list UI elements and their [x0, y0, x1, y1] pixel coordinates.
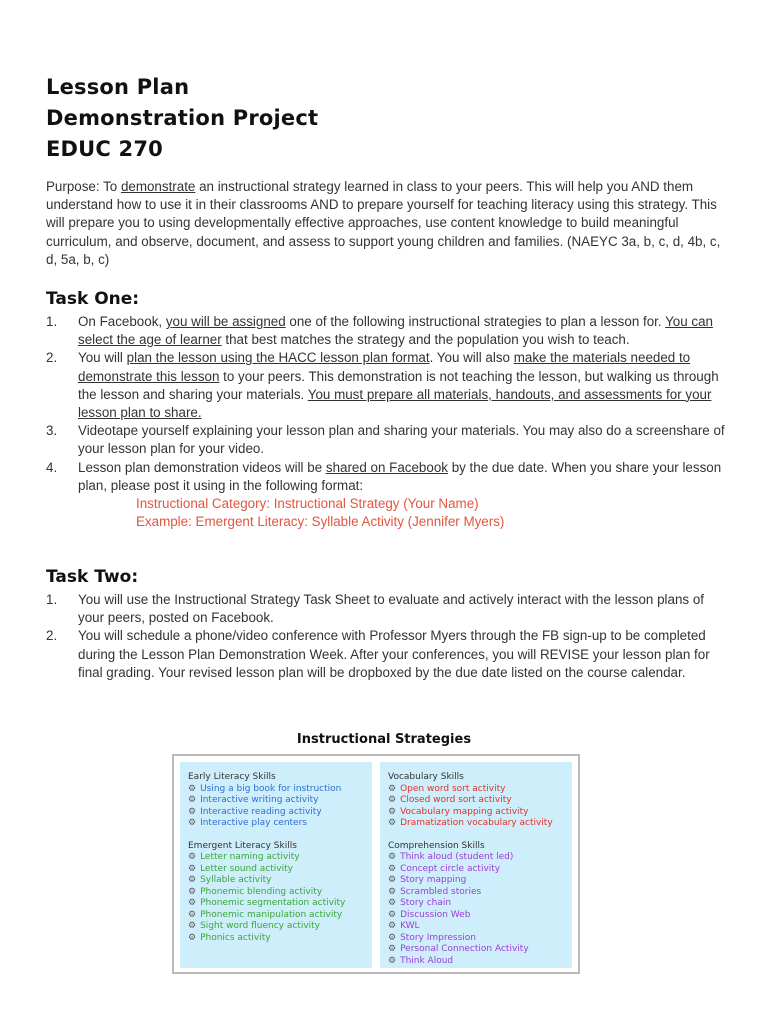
example-line: Example: Emergent Literacy: Syllable Activity (Jennifer Myers) — [136, 514, 505, 530]
gear-bullet-icon: ⚙ — [188, 875, 197, 885]
strategy-item-label: KWL — [400, 921, 420, 931]
strategy-item-label: Phonemic segmentation activity — [200, 898, 346, 908]
gear-bullet-icon: ⚙ — [188, 863, 197, 874]
strategy-item-label: Think aloud (student led) — [400, 852, 514, 862]
strategy-category — [388, 841, 572, 968]
strategies-left-column — [180, 762, 372, 968]
strategies-table — [172, 754, 580, 974]
strategy-item — [188, 887, 372, 899]
strategy-item-label: Open word sort activity — [400, 783, 506, 794]
strategy-category — [188, 841, 372, 945]
strategy-item-label: Scrambled stories — [400, 886, 482, 897]
strategy-item-label: Phonics activity — [200, 932, 271, 943]
gear-bullet-icon: ⚙ — [388, 909, 397, 920]
strategy-category — [188, 772, 372, 830]
strategy-item — [388, 898, 572, 910]
gear-bullet-icon: ⚙ — [188, 852, 197, 862]
gear-bullet-icon: ⚙ — [188, 932, 197, 943]
strategy-item — [188, 852, 372, 864]
format-line: Instructional Category: Instructional Strategy (Your Name) — [136, 496, 479, 512]
strategy-item-label: Personal Connection Activity — [400, 944, 529, 954]
category-label: Vocabulary Skills — [388, 772, 464, 782]
strategy-item-label: Concept circle activity — [400, 863, 501, 874]
category-label: Emergent Literacy Skills — [188, 840, 297, 851]
strategy-item — [188, 875, 372, 887]
strategy-item — [188, 910, 372, 922]
gear-bullet-icon: ⚙ — [388, 875, 397, 885]
strategy-item — [388, 818, 572, 830]
strategy-item — [388, 956, 572, 968]
strategy-item — [188, 795, 372, 807]
gear-bullet-icon: ⚙ — [388, 898, 397, 908]
gear-bullet-icon: ⚙ — [388, 863, 397, 874]
gear-bullet-icon: ⚙ — [188, 795, 197, 805]
task-two-list — [46, 591, 726, 682]
gear-bullet-icon: ⚙ — [388, 955, 397, 966]
title-line-3: EDUC 270 — [46, 137, 163, 161]
gear-bullet-icon: ⚙ — [388, 886, 397, 897]
strategy-item-label: Using a big book for instruction — [200, 783, 342, 794]
list-item: 2. You will schedule a phone/video conference with Professor Myers through the FB sign-up to be completed during the Lesson Plan Demonstration Week. After your conferences, you will REVISE your lesson plan for final grading. Your revised lesson plan will be dropboxed by the due date listed on the course calendar. — [46, 628, 710, 680]
strategy-item — [388, 864, 572, 876]
gear-bullet-icon: ⚙ — [388, 806, 397, 817]
gear-bullet-icon: ⚙ — [388, 818, 397, 828]
list-item: 1. You will use the Instructional Strategy Task Sheet to evaluate and actively interact with the lesson plans of your peers, posted on Facebook. — [46, 592, 705, 626]
title-line-2: Demonstration Project — [46, 106, 319, 130]
strategy-item — [188, 921, 372, 933]
purpose-paragraph: Purpose: To demonstrate an instructional strategy learned in class to your peers. This will help you AND them understand how to use it in their classrooms AND to prepare yourself for teaching literacy using this strategy. This will prepare you to using developmentally effective approaches, use content knowledge to build meaningful curriculum, and observe, document, and assess to support young children and families. (NAEYC 3a, b, c, d, 4b, c, d, 5a, b, c) — [46, 179, 721, 267]
strategy-item — [388, 795, 572, 807]
gear-bullet-icon: ⚙ — [388, 795, 397, 805]
strategy-item — [388, 807, 572, 819]
strategy-item — [388, 944, 572, 956]
strategy-item-label: Sight word fluency activity — [200, 921, 321, 931]
strategy-item — [188, 784, 372, 796]
strategy-item — [188, 864, 372, 876]
category-label: Early Literacy Skills — [188, 772, 276, 782]
strategy-item-label: Syllable activity — [200, 875, 272, 885]
strategy-item-label: Think Aloud — [400, 955, 454, 966]
strategy-item — [388, 875, 572, 887]
gear-bullet-icon: ⚙ — [388, 932, 397, 943]
strategies-title: Instructional Strategies — [296, 732, 472, 747]
strategy-item-label: Phonemic blending activity — [200, 886, 323, 897]
list-item: 3. Videotape yourself explaining your lesson plan and sharing your materials. You may also do a screenshare of your lesson plan for your video. — [46, 423, 725, 457]
strategies-right-column — [380, 762, 572, 968]
gear-bullet-icon: ⚙ — [188, 909, 197, 920]
gear-bullet-icon: ⚙ — [188, 886, 197, 897]
strategy-item — [188, 898, 372, 910]
gear-bullet-icon: ⚙ — [388, 852, 397, 862]
strategy-item — [388, 852, 572, 864]
strategy-item-label: Story chain — [400, 898, 452, 908]
strategy-item-label: Interactive reading activity — [200, 806, 322, 817]
list-item: 2. You will plan the lesson using the HACC lesson plan format. You will also make the materials needed to demonstrate this lesson to your peers. This demonstration is not teaching the lesson, but walking us through the lesson and sharing your materials. You must prepare all materials, handouts, and assessments for your lesson plan to share. — [46, 350, 719, 421]
title-line-1: Lesson Plan — [46, 75, 190, 99]
gear-bullet-icon: ⚙ — [188, 921, 197, 931]
strategy-item-label: Story mapping — [400, 875, 467, 885]
strategy-item-label: Vocabulary mapping activity — [400, 806, 529, 817]
gear-bullet-icon: ⚙ — [188, 783, 197, 794]
strategy-item — [188, 933, 372, 945]
task-one-list — [46, 313, 726, 531]
list-item: 1. On Facebook, you will be assigned one of the following instructional strategies to plan a lesson for. You can select the age of learner that best matches the strategy and the population you wish to teach. — [46, 314, 713, 348]
strategy-item — [388, 921, 572, 933]
strategy-item — [388, 887, 572, 899]
strategy-item — [388, 933, 572, 945]
strategy-item-label: Interactive play centers — [200, 818, 307, 828]
gear-bullet-icon: ⚙ — [188, 818, 197, 828]
strategy-item — [388, 784, 572, 796]
document-title — [46, 72, 318, 165]
category-label: Comprehension Skills — [388, 840, 485, 851]
strategy-item-label: Story Impression — [400, 932, 476, 943]
task-two-heading: Task Two: — [46, 567, 139, 587]
list-item: 4. Lesson plan demonstration videos will be shared on Facebook by the due date. When you share your lesson plan, please post it using in the following format: — [46, 459, 722, 493]
gear-bullet-icon: ⚙ — [388, 783, 397, 794]
strategy-item-label: Closed word sort activity — [400, 795, 512, 805]
strategy-item-label: Letter sound activity — [200, 863, 293, 874]
strategy-item-label: Letter naming activity — [200, 852, 300, 862]
strategy-category — [388, 772, 572, 830]
strategy-item-label: Discussion Web — [400, 909, 471, 920]
task-one-heading: Task One: — [46, 289, 140, 309]
gear-bullet-icon: ⚙ — [188, 898, 197, 908]
gear-bullet-icon: ⚙ — [388, 921, 397, 931]
gear-bullet-icon: ⚙ — [388, 944, 397, 954]
strategy-item — [188, 807, 372, 819]
strategy-item-label: Phonemic manipulation activity — [200, 909, 343, 920]
strategy-item — [188, 818, 372, 830]
strategy-item-label: Dramatization vocabulary activity — [400, 818, 553, 828]
strategy-item — [388, 910, 572, 922]
strategy-item-label: Interactive writing activity — [200, 795, 319, 805]
gear-bullet-icon: ⚙ — [188, 806, 197, 817]
